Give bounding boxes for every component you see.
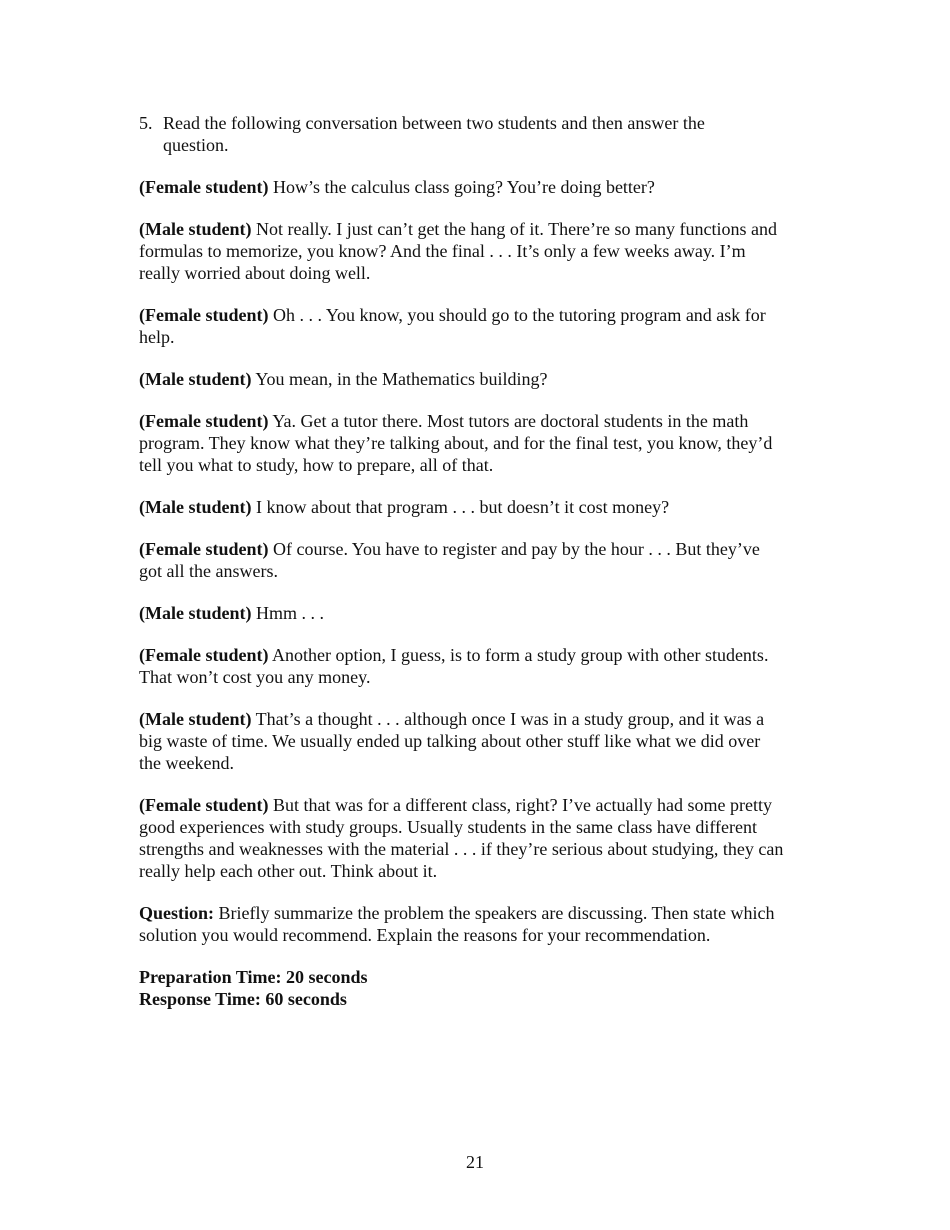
dialogue-turn bbox=[139, 602, 819, 624]
text-line bbox=[139, 410, 819, 432]
text-line bbox=[139, 730, 819, 752]
text-line bbox=[139, 752, 819, 774]
item-number: 5. bbox=[139, 113, 153, 133]
line-text: Ya. Get a tutor there. Most tutors are doctoral students in the math bbox=[268, 411, 749, 431]
question-prompt bbox=[139, 902, 819, 946]
line-text: tell you what to study, how to prepare, all of that. bbox=[139, 455, 494, 475]
response-time: Response Time: 60 seconds bbox=[139, 989, 347, 1009]
text-line bbox=[139, 644, 819, 666]
line-text: That’s a thought . . . although once I was in a study group, and it was a bbox=[251, 709, 765, 729]
text-line bbox=[139, 454, 819, 476]
dialogue-turn bbox=[139, 644, 819, 688]
line-text: Oh . . . You know, you should go to the tutoring program and ask for bbox=[268, 305, 766, 325]
text-line bbox=[139, 432, 819, 454]
speaker-label: (Male student) bbox=[139, 497, 252, 517]
speaker-label: (Female student) bbox=[139, 305, 269, 325]
line-text: program. They know what they’re talking about, and for the final test, you know, they’d bbox=[139, 433, 773, 453]
item-text: Read the following conversation between two students and then answer the bbox=[163, 113, 705, 133]
item-line bbox=[139, 134, 819, 156]
line-text: really help each other out. Think about it. bbox=[139, 861, 438, 881]
line-text: I know about that program . . . but doesn’t it cost money? bbox=[251, 497, 670, 517]
dialogue-turn bbox=[139, 708, 819, 774]
text-line bbox=[139, 902, 819, 924]
text-line bbox=[139, 794, 819, 816]
line-text: formulas to memorize, you know? And the final . . . It’s only a few weeks away. I’m bbox=[139, 241, 746, 261]
line-text: Hmm . . . bbox=[251, 603, 324, 623]
line-text: really worried about doing well. bbox=[139, 263, 371, 283]
preparation-time: Preparation Time: 20 seconds bbox=[139, 967, 368, 987]
line-text: Briefly summarize the problem the speakers are discussing. Then state which bbox=[214, 903, 775, 923]
speaker-label: (Female student) bbox=[139, 411, 269, 431]
line-text: help. bbox=[139, 327, 175, 347]
line-text: Another option, I guess, is to form a study group with other students. bbox=[268, 645, 769, 665]
dialogue-turn bbox=[139, 538, 819, 582]
line-text: the weekend. bbox=[139, 753, 234, 773]
line-text: How’s the calculus class going? You’re doing better? bbox=[268, 177, 655, 197]
text-line bbox=[139, 218, 819, 240]
item-line bbox=[139, 112, 819, 134]
text-line bbox=[139, 326, 819, 348]
speaker-label: Question: bbox=[139, 903, 215, 923]
speaker-label: (Female student) bbox=[139, 539, 269, 559]
speaker-label: (Male student) bbox=[139, 603, 252, 623]
line-text: But that was for a different class, right? I’ve actually had some pretty bbox=[268, 795, 772, 815]
text-line bbox=[139, 602, 819, 624]
dialogue bbox=[139, 176, 819, 946]
speaker-label: (Male student) bbox=[139, 219, 252, 239]
speaker-label: (Male student) bbox=[139, 709, 252, 729]
dialogue-turn bbox=[139, 304, 819, 348]
speaker-label: (Male student) bbox=[139, 369, 252, 389]
page-number: 21 bbox=[466, 1152, 484, 1172]
dialogue-turn bbox=[139, 218, 819, 284]
line-text: strengths and weaknesses with the material . . . if they’re serious about studying, they can bbox=[139, 839, 784, 859]
line-text: got all the answers. bbox=[139, 561, 278, 581]
text-line bbox=[139, 924, 819, 946]
speaker-label: (Female student) bbox=[139, 645, 269, 665]
line-text: solution you would recommend. Explain the reasons for your recommendation. bbox=[139, 925, 711, 945]
text-line bbox=[139, 304, 819, 326]
text-line bbox=[139, 666, 819, 688]
text-line bbox=[139, 262, 819, 284]
speaker-label: (Female student) bbox=[139, 795, 269, 815]
text-line bbox=[139, 538, 819, 560]
text-line bbox=[139, 496, 819, 518]
speaker-label: (Female student) bbox=[139, 177, 269, 197]
text-line bbox=[139, 240, 819, 262]
item-text: question. bbox=[163, 135, 229, 155]
line-text: big waste of time. We usually ended up talking about other stuff like what we did over bbox=[139, 731, 761, 751]
document-body bbox=[139, 112, 819, 1010]
line-text: Of course. You have to register and pay by the hour . . . But they’ve bbox=[268, 539, 760, 559]
dialogue-turn bbox=[139, 496, 819, 518]
text-line bbox=[139, 838, 819, 860]
dialogue-turn bbox=[139, 368, 819, 390]
text-line bbox=[139, 176, 819, 198]
line-text: good experiences with study groups. Usually students in the same class have different bbox=[139, 817, 758, 837]
question-item bbox=[139, 112, 819, 156]
text-line bbox=[139, 816, 819, 838]
line-text: That won’t cost you any money. bbox=[139, 667, 371, 687]
line-text: You mean, in the Mathematics building? bbox=[251, 369, 548, 389]
line-text: Not really. I just can’t get the hang of it. There’re so many functions and bbox=[251, 219, 777, 239]
text-line bbox=[139, 860, 819, 882]
dialogue-turn bbox=[139, 410, 819, 476]
text-line bbox=[139, 368, 819, 390]
text-line bbox=[139, 708, 819, 730]
timing-info bbox=[139, 966, 819, 1010]
dialogue-turn bbox=[139, 176, 819, 198]
dialogue-turn bbox=[139, 794, 819, 882]
text-line bbox=[139, 560, 819, 582]
